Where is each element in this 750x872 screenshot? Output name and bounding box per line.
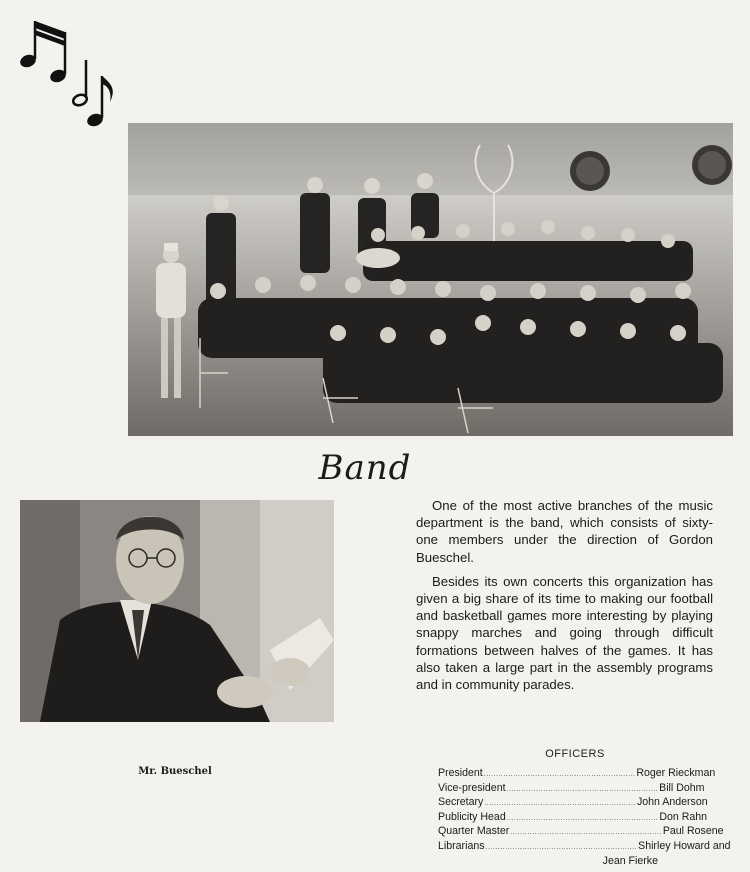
officer-role: Quarter Master xyxy=(438,825,510,838)
officer-role: President xyxy=(438,767,483,779)
officer-role: Librarians xyxy=(438,839,485,852)
officers-heading: OFFICERS xyxy=(545,748,605,760)
music-notes-icon xyxy=(18,16,118,131)
officer-role: Publicity Head xyxy=(438,810,506,823)
band-group-photo xyxy=(128,123,733,436)
paragraph-1: One of the most active branches of the music department is the band, which consists of sixty-one members under the direction of Gordon Bueschel. xyxy=(416,498,713,565)
officer-row: Quarter Master .............................................................. Paul Rosene xyxy=(438,825,724,838)
officer-name-continuation: Jean Fierke xyxy=(602,854,658,867)
officer-role: Secretary xyxy=(438,796,484,809)
officer-name: Shirley Howard and xyxy=(638,839,731,852)
officer-name: Don Rahn xyxy=(659,810,708,823)
officers-list xyxy=(438,767,731,867)
officer-role: Vice-president xyxy=(438,781,506,794)
officer-name: John Anderson xyxy=(636,796,708,809)
officer-name: Roger Rieckman xyxy=(636,767,716,779)
officer-row: Publicity Head .............................................................. Don Rahn xyxy=(438,810,708,823)
officer-row: President .............................................................. Roger Rieckman xyxy=(438,767,716,779)
officer-name: Paul Rosene xyxy=(662,825,724,838)
portrait-caption: Mr. Bueschel xyxy=(138,766,212,777)
article-body xyxy=(416,497,713,700)
officer-row: Librarians .............................................................. Shirley Howard and xyxy=(438,839,731,852)
paragraph-2: Besides its own concerts this organization has given a big share of its time to making our football and basketball games more interesting by playing snappy marches and going through difficult formations between halves of the games. It has also taken a large part in the assembly programs and in community parades. xyxy=(416,573,713,693)
page-title: Band xyxy=(318,448,412,488)
officer-name: Bill Dohm xyxy=(659,781,705,794)
officer-row: Vice-president .............................................................. Bill Dohm xyxy=(438,781,705,794)
officer-row: Secretary .............................................................. John Anderson xyxy=(438,796,708,809)
director-portrait-photo xyxy=(20,500,334,722)
